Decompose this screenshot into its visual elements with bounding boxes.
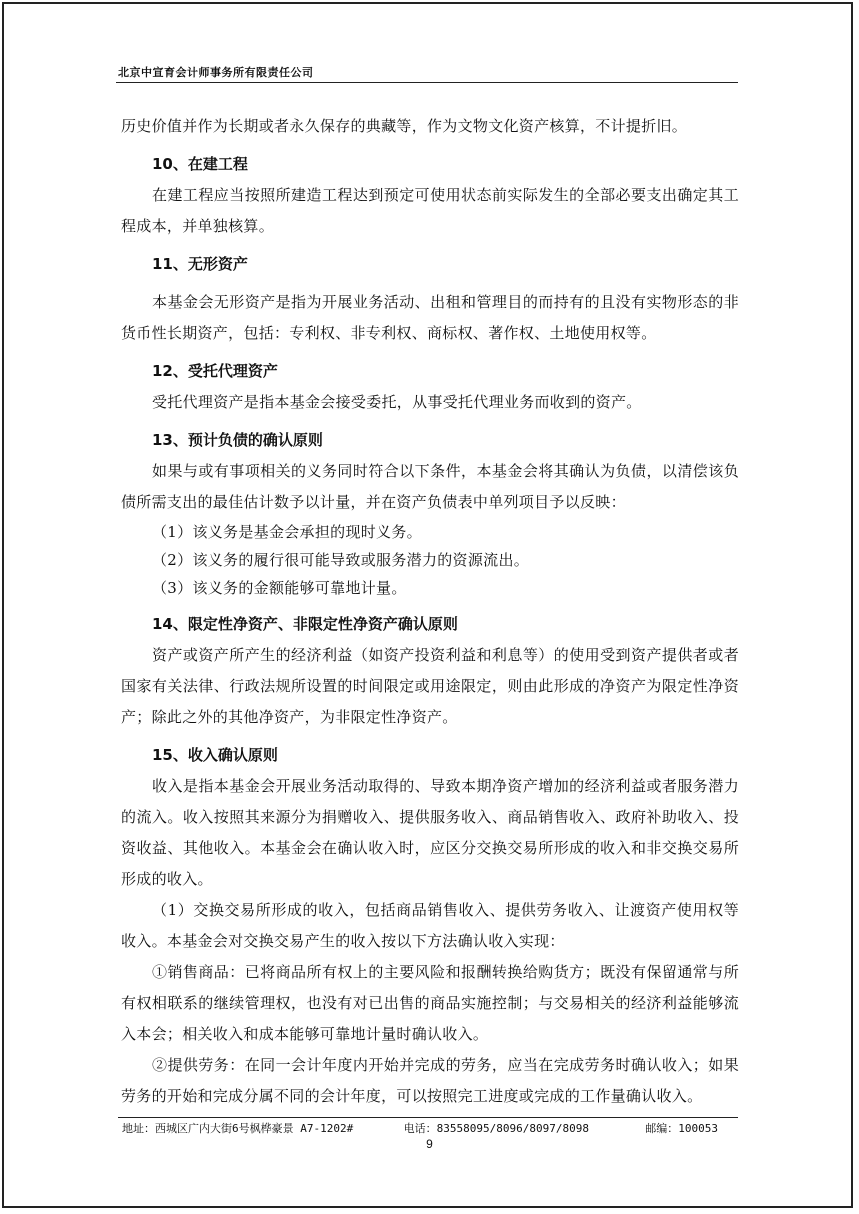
section-13-item-2: （2）该义务的履行很可能导致或服务潜力的资源流出。 — [152, 551, 530, 569]
section-12-body: 受托代理资产是指本基金会接受委托，从事受托代理业务而收到的资产。 — [152, 393, 642, 411]
section-14-heading: 14、限定性净资产、非限定性净资产确认原则 — [152, 615, 458, 633]
section-13-body: 如果与或有事项相关的义务同时符合以下条件，本基金会将其确认为负债，以清偿该负债所需支出的最佳估计数予以计量，并在资产负债表中单列项目予以反映： — [121, 462, 739, 511]
section-15-sales: ①销售商品：已将商品所有权上的主要风险和报酬转换给购货方；既没有保留通常与所有权相联系的继续管理权，也没有对已出售的商品实施控制；与交易相关的经济利益能够流入本会；相关收入和成本能够可靠地计量时确认收入。 — [121, 963, 739, 1043]
section-13-item-3: （3）该义务的金额能够可靠地计量。 — [152, 579, 407, 597]
section-14-body: 资产或资产所产生的经济利益（如资产投资利益和利息等）的使用受到资产提供者或者国家有关法律、行政法规所设置的时间限定或用途限定，则由此形成的净资产为限定性净资产；除此之外的其他净资产，为非限定性净资产。 — [121, 646, 739, 726]
intro-paragraph: 历史价值并作为长期或者永久保存的典藏等，作为文物文化资产核算，不计提折旧。 — [121, 117, 688, 135]
section-12-heading: 12、受托代理资产 — [152, 362, 278, 380]
footer-address: 地址：西城区广内大街6号枫桦豪景 A7-1202# — [122, 1122, 354, 1135]
section-13-heading: 13、预计负债的确认原则 — [152, 431, 323, 449]
section-15-exchange-income: （1）交换交易所形成的收入，包括商品销售收入、提供劳务收入、让渡资产使用权等收入。本基金会对交换交易产生的收入按以下方法确认收入实现： — [121, 901, 739, 950]
header-divider — [116, 82, 738, 83]
section-13-item-1: （1）该义务是基金会承担的现时义务。 — [152, 523, 422, 541]
section-11-heading: 11、无形资产 — [152, 255, 248, 273]
footer-phone: 电话：83558095/8096/8097/8098 — [403, 1122, 589, 1135]
footer-postcode: 邮编：100053 — [645, 1122, 718, 1135]
document-body — [121, 111, 739, 1112]
section-10-body: 在建工程应当按照所建造工程达到预定可使用状态前实际发生的全部必要支出确定其工程成本，并单独核算。 — [121, 186, 739, 235]
footer — [122, 1120, 742, 1136]
section-15-services: ②提供劳务：在同一会计年度内开始并完成的劳务，应当在完成劳务时确认收入；如果劳务的开始和完成分属不同的会计年度，可以按照完工进度或完成的工作量确认收入。 — [121, 1056, 739, 1105]
section-15-heading: 15、收入确认原则 — [152, 746, 278, 764]
company-header: 北京中宣育会计师事务所有限责任公司 — [118, 66, 314, 79]
section-10-heading: 10、在建工程 — [152, 155, 248, 173]
section-15-body: 收入是指本基金会开展业务活动取得的、导致本期净资产增加的经济利益或者服务潜力的流入。收入按照其来源分为捐赠收入、提供服务收入、商品销售收入、政府补助收入、投资收益、其他收入。本基金会在确认收入时，应区分交换交易所形成的收入和非交换交易所形成的收入。 — [121, 777, 739, 888]
section-11-body: 本基金会无形资产是指为开展业务活动、出租和管理目的而持有的且没有实物形态的非货币性长期资产，包括：专利权、非专利权、商标权、著作权、土地使用权等。 — [121, 293, 739, 342]
page-number: 9 — [426, 1137, 433, 1151]
footer-divider — [118, 1117, 738, 1118]
